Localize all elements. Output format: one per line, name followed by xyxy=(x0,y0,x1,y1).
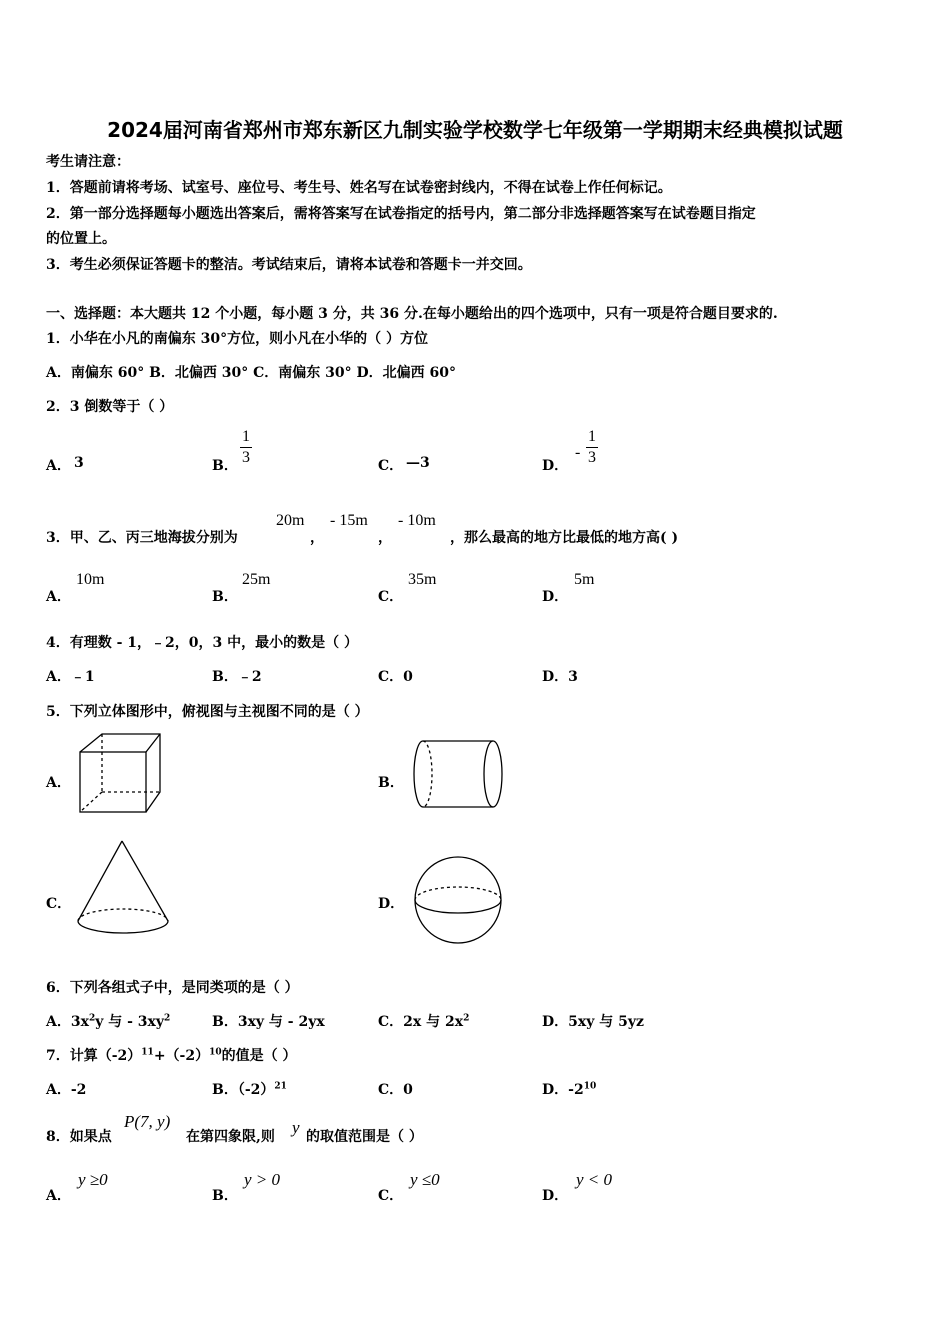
q8-option-a-label: A． xyxy=(46,1188,71,1204)
q3-value-2: - 15m xyxy=(330,512,368,529)
q1-options: A．南偏东 60° B．北偏西 30° C．南偏东 30° D．北偏西 60° xyxy=(46,365,457,381)
q2-option-d-sign: - xyxy=(575,444,581,461)
q3-option-a-label: A． xyxy=(46,589,71,605)
q3-value-1: 20m xyxy=(276,512,305,529)
q8-option-d: y < 0 xyxy=(576,1170,613,1189)
q7-stem: 7．计算$(-2)^{11}+(-2)^{10}$的值是（ ） xyxy=(46,1047,297,1064)
q8-option-b-label: B． xyxy=(212,1188,238,1204)
q8-point: P(7, y) xyxy=(124,1112,171,1131)
q5-option-d-label: D． xyxy=(378,896,405,912)
q7-option-a: A．-2 xyxy=(46,1082,87,1098)
page-title: 2024届河南省郑州市郑东新区九制实验学校数学七年级第一学期期末经典模拟试题 xyxy=(107,118,843,142)
q3-option-c: 35m xyxy=(408,571,437,588)
q7-option-c: C．0 xyxy=(378,1082,413,1098)
q4-option-b: B．﹣2 xyxy=(212,669,262,685)
q8-stem-mid: 在第四象限,则 xyxy=(186,1129,275,1145)
q4-stem: 4．有理数 - 1，﹣2，0，3 中，最小的数是（ ） xyxy=(46,635,359,651)
q2-stem: 2．3 倒数等于（ ） xyxy=(46,399,174,415)
q2-option-a-label: A． xyxy=(46,458,71,474)
q6-stem: 6．下列各组式子中，是同类项的是（ ） xyxy=(46,980,299,996)
q2-option-c: —3 xyxy=(406,455,430,471)
q2-option-b-fraction: 1 3 xyxy=(242,428,250,466)
q3-comma: ， xyxy=(310,530,324,546)
cylinder-figure xyxy=(405,735,515,815)
q8-variable: y xyxy=(292,1118,300,1137)
q3-stem-pre: 3．甲、乙、丙三地海拔分别为 xyxy=(46,530,238,546)
q3-option-d-label: D． xyxy=(542,589,569,605)
q4-option-c: C．0 xyxy=(378,669,413,685)
q2-option-d-label: D． xyxy=(542,458,569,474)
q1-stem: 1．小华在小凡的南偏东 30°方位，则小凡在小华的（ ）方位 xyxy=(46,331,428,347)
q5-option-a-label: A． xyxy=(46,775,71,791)
section-heading: 一、选择题：本大题共 12 个小题，每小题 3 分，共 36 分.在每小题给出的四个选项中，只有一项是符合题目要求的. xyxy=(46,306,778,322)
q5-option-b-label: B． xyxy=(378,775,404,791)
q2-option-b-label: B． xyxy=(212,458,238,474)
q8-stem-pre: 8．如果点 xyxy=(46,1129,112,1145)
q4-option-d: D．3 xyxy=(542,669,578,685)
q7-option-b: B．$(-2)^{21}$ xyxy=(212,1081,287,1098)
q6-option-a: A．$3x^2y$ 与 - $3xy^2$ xyxy=(46,1013,171,1030)
q3-option-b-label: B． xyxy=(212,589,238,605)
q6-option-b: B．3xy 与 - 2yx xyxy=(212,1014,325,1030)
notice-item: 2．第一部分选择题每小题选出答案后，需将答案写在试卷指定的括号内，第二部分非选择题答案写在试卷题目指定 xyxy=(46,206,756,222)
cone-figure xyxy=(70,835,180,950)
notice-item: 3．考生必须保证答题卡的整洁。考试结束后，请将本试卷和答题卡一并交回。 xyxy=(46,257,532,273)
q6-option-d: D．5xy 与 5yz xyxy=(542,1014,644,1030)
q3-option-c-label: C． xyxy=(378,589,404,605)
q2-option-c-label: C． xyxy=(378,458,404,474)
q3-comma: ， xyxy=(378,530,392,546)
q8-option-a: y ≥0 xyxy=(78,1170,108,1189)
q3-option-a: 10m xyxy=(76,571,105,588)
q4-option-a: A．﹣1 xyxy=(46,669,95,685)
q3-stem-post: ，那么最高的地方比最低的地方高( ) xyxy=(450,530,679,546)
q8-option-c: y ≤0 xyxy=(410,1170,440,1189)
q3-option-d: 5m xyxy=(574,571,595,588)
q7-option-d: D．$-2^{10}$ xyxy=(542,1081,597,1098)
notice-item: 1．答题前请将考场、试室号、座位号、考生号、姓名写在试卷密封线内，不得在试卷上作任何标记。 xyxy=(46,180,672,196)
q2-option-d-fraction: 1 3 xyxy=(588,428,596,466)
q3-option-b: 25m xyxy=(242,571,271,588)
notice-heading: 考生请注意： xyxy=(46,154,130,170)
q8-option-d-label: D． xyxy=(542,1188,569,1204)
sphere-figure xyxy=(405,850,515,950)
q8-option-c-label: C． xyxy=(378,1188,404,1204)
q6-option-c: C．2x 与 $2x^2$ xyxy=(378,1013,470,1030)
q3-value-3: - 10m xyxy=(398,512,436,529)
q5-stem: 5．下列立体图形中，俯视图与主视图不同的是（ ） xyxy=(46,704,369,720)
q2-option-a: 3 xyxy=(74,455,84,471)
q8-stem-post: 的取值范围是（ ） xyxy=(306,1129,423,1145)
notice-item: 的位置上。 xyxy=(46,231,116,247)
q8-option-b: y > 0 xyxy=(244,1170,281,1189)
cube-figure xyxy=(70,730,170,820)
q5-option-c-label: C． xyxy=(46,896,72,912)
